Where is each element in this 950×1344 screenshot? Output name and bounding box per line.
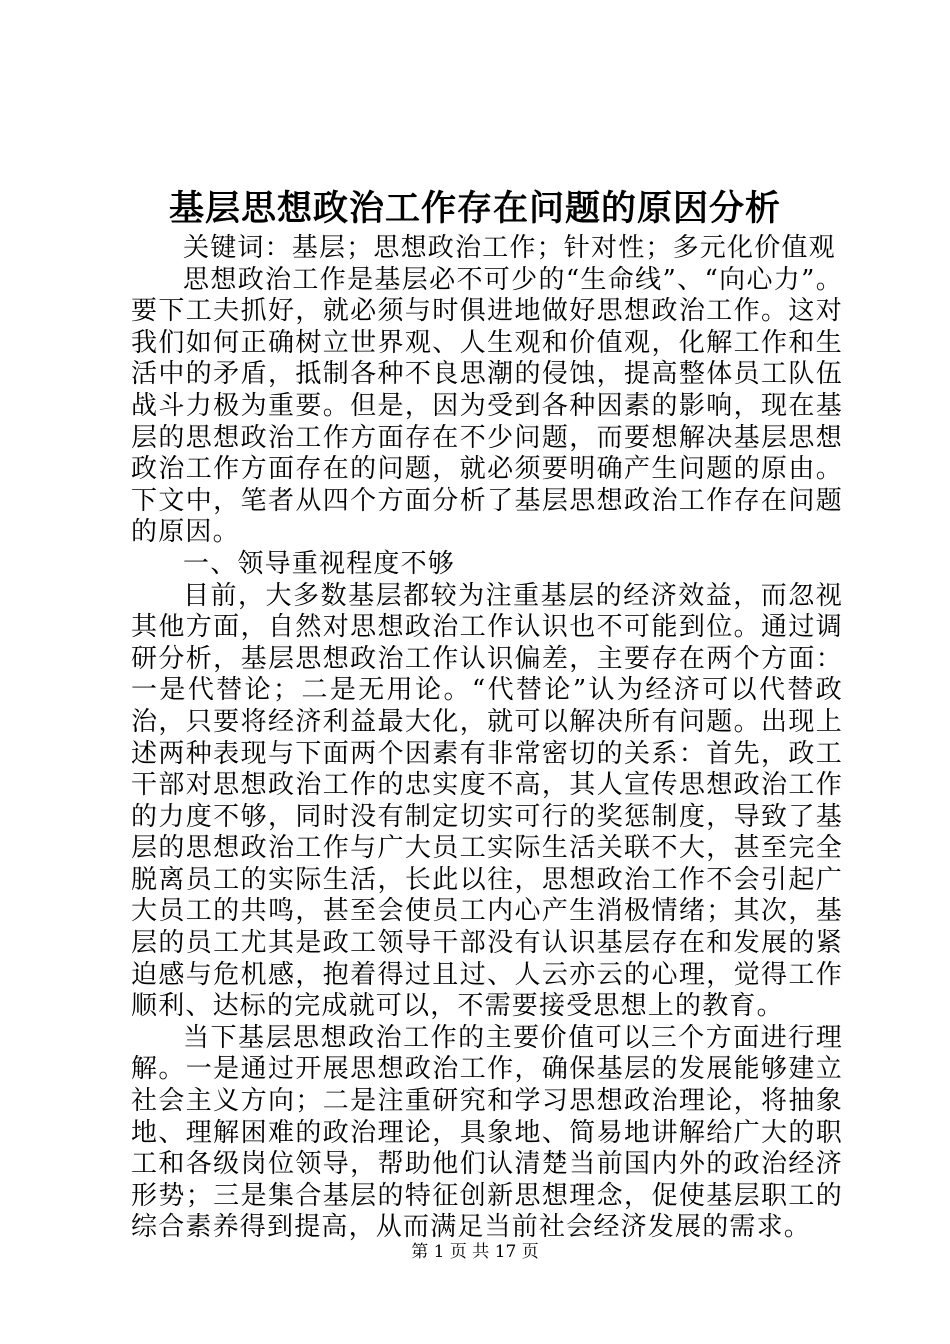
page-number-footer: 第 1 页 共 17 页 bbox=[411, 1242, 539, 1262]
paragraph-section-one: 目前，大多数基层都较为注重基层的经济效益，而忽视其他方面，自然对思想政治工作认识也不可能到位。通过调研分析，基层思想政治工作认识偏差，主要存在两个方面：一是代替论；二是无用论。“代替论”认为经济可以代替政治，只要将经济利益最大化，就可以解决所有问题。出现上述两种表现与下面两个因素有非常密切的关系：首先，政工干部对思想政治工作的忠实度不高，其人宣传思想政治工作的力度不够，同时没有制定切实可行的奖惩制度，导致了基层的思想政治工作与广大员工实际生活关联不大，甚至完全脱离员工的实际生活，长此以往，思想政治工作不会引起广大员工的共鸣，甚至会使员工内心产生消极情绪；其次，基层的员工尤其是政工领导干部没有认识基层存在和发展的紧迫感与危机感，抱着得过且过、人云亦云的心理，觉得工作顺利、达标的完成就可以，不需要接受思想上的教育。 bbox=[131, 580, 843, 1022]
document-title: 基层思想政治工作存在问题的原因分析 bbox=[168, 188, 781, 229]
keywords-line: 关键词：基层；思想政治工作；针对性；多元化价值观 bbox=[183, 233, 836, 263]
document-body bbox=[131, 233, 843, 1244]
paragraph-value: 当下基层思想政治工作的主要价值可以三个方面进行理解。一是通过开展思想政治工作，确保基层的发展能够建立社会主义方向；二是注重研究和学习思想政治理论，将抽象地、理解困难的政治理论，具象地、简易地讲解给广大的职工和各级岗位领导，帮助他们认清楚当前国内外的政治经济形势；三是集合基层的特征创新思想理念，促使基层职工的综合素养得到提高，从而满足当前社会经济发展的需求。 bbox=[131, 1022, 843, 1243]
paragraph-intro: 思想政治工作是基层必不可少的“生命线”、“向心力”。要下工夫抓好，就必须与时俱进地做好思想政治工作。这对我们如何正确树立世界观、人生观和价值观，化解工作和生活中的矛盾，抵制各种不良思潮的侵蚀，提高整体员工队伍战斗力极为重要。但是，因为受到各种因素的影响，现在基层的思想政治工作方面存在不少问题，而要想解决基层思想政治工作方面存在的问题，就必须要明确产生问题的原由。下文中，笔者从四个方面分析了基层思想政治工作存在问题的原因。 bbox=[131, 264, 843, 548]
section-heading: 一、领导重视程度不够 bbox=[183, 548, 456, 579]
